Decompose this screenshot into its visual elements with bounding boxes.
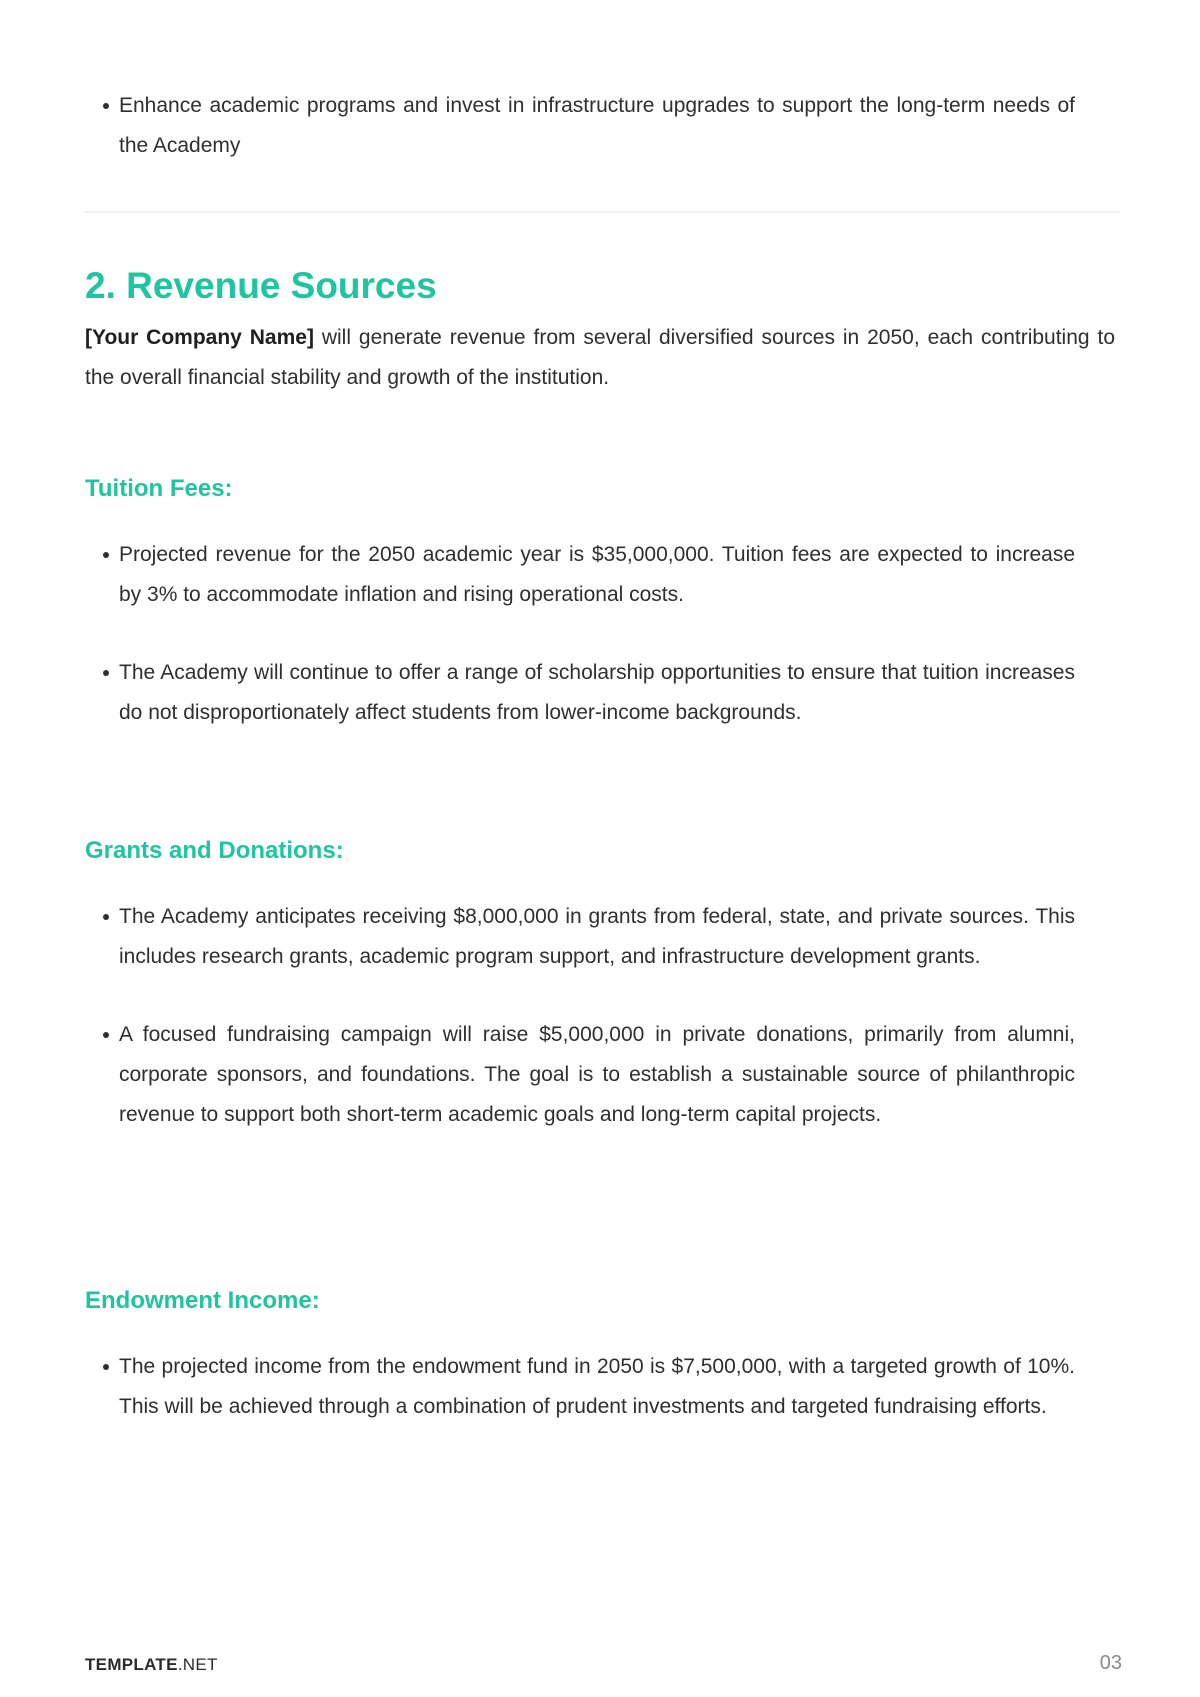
grants-donations-list — [85, 897, 1120, 1135]
section-divider — [85, 211, 1120, 213]
list-item: The Academy will continue to offer a range of scholarship opportunities to ensure that tuition increases do not disproportionately affect students from lower-income backgrounds. — [85, 653, 1120, 733]
endowment-income-heading: Endowment Income: — [85, 1287, 320, 1314]
grants-donations-heading: Grants and Donations: — [85, 837, 344, 864]
endowment-income-list — [85, 1347, 1120, 1427]
section-intro — [85, 318, 1115, 398]
top-bullet-list — [85, 86, 1120, 166]
list-item: The Academy anticipates receiving $8,000,000 in grants from federal, state, and private sources. This includes research grants, academic program support, and infrastructure development grants. — [85, 897, 1120, 977]
grants-donations-block — [85, 897, 1120, 1135]
tuition-fees-list — [85, 535, 1120, 733]
company-name-placeholder: [Your Company Name] — [85, 326, 314, 349]
brand-name: TEMPLATE — [85, 1655, 178, 1674]
list-item: Projected revenue for the 2050 academic year is $35,000,000. Tuition fees are expected to increase by 3% to accommodate inflation and rising operational costs. — [85, 535, 1120, 615]
section-title: 2. Revenue Sources — [85, 265, 437, 306]
top-bullet-block — [85, 86, 1120, 166]
list-item: Enhance academic programs and invest in infrastructure upgrades to support the long-term needs of the Academy — [85, 86, 1120, 166]
endowment-income-block — [85, 1347, 1120, 1427]
intro-text: will generate revenue from several diversified sources in 2050, each contributing to the overall financial stability and growth of the institution. — [85, 326, 1115, 389]
tuition-fees-heading: Tuition Fees: — [85, 475, 233, 502]
brand-suffix: .NET — [177, 1655, 218, 1674]
list-item: The projected income from the endowment fund in 2050 is $7,500,000, with a targeted growth of 10%. This will be achieved through a combination of prudent investments and targeted fundraising efforts. — [85, 1347, 1120, 1427]
list-item: A focused fundraising campaign will raise $5,000,000 in private donations, primarily from alumni, corporate sponsors, and foundations. The goal is to establish a sustainable source of philanthropic revenue to support both short-term academic goals and long-term capital projects. — [85, 1015, 1120, 1135]
footer-brand-logo[interactable] — [85, 1655, 218, 1675]
tuition-fees-block — [85, 535, 1120, 733]
page-number: 03 — [1099, 1652, 1122, 1674]
